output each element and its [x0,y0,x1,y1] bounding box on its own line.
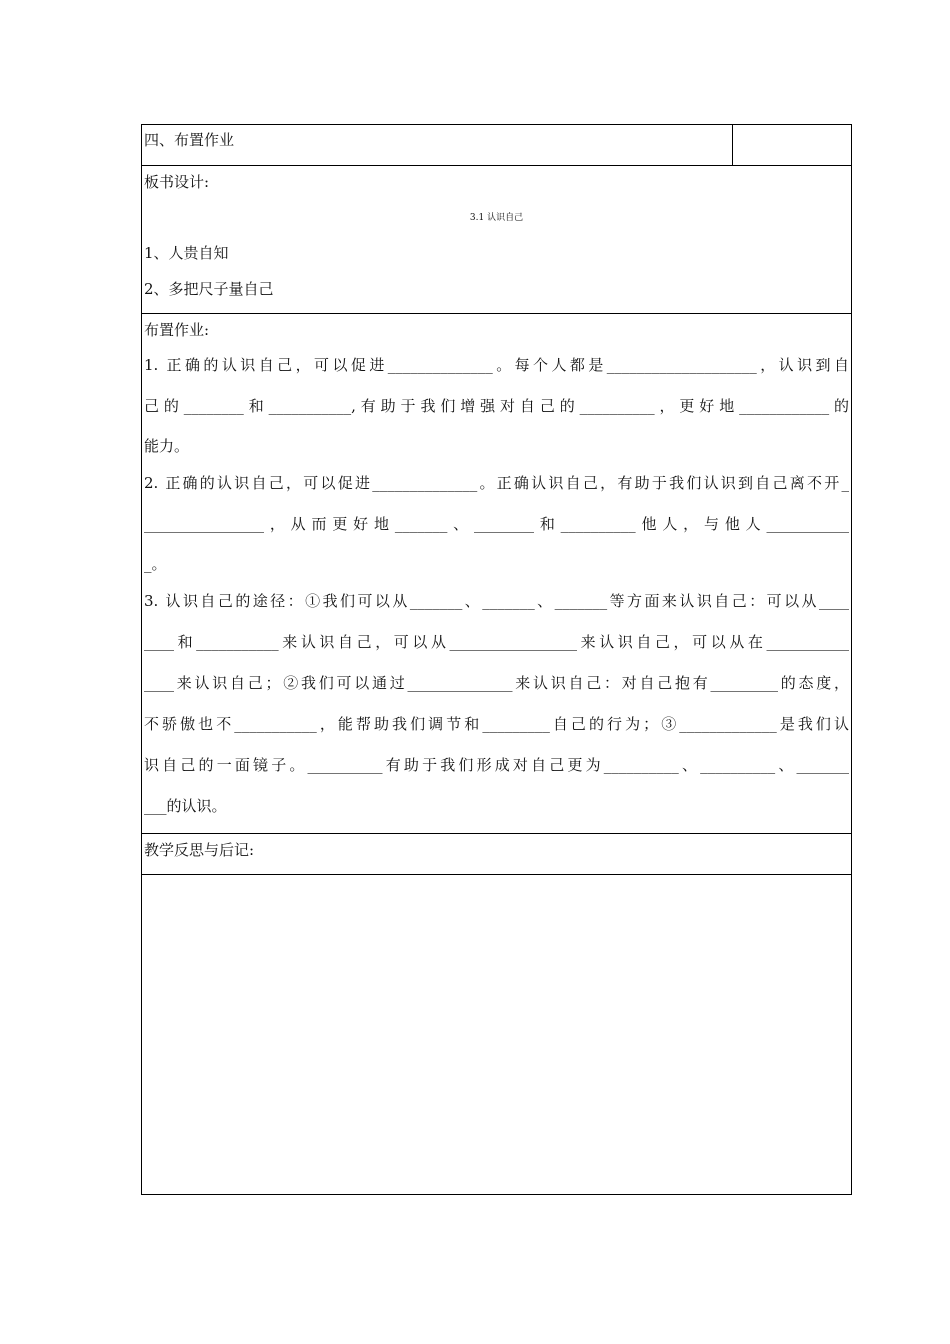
homework-line: ___的认识。 [144,797,227,815]
homework-row [142,314,851,834]
homework-line: ____来认识自己；②我们可以通过______________来认识自己：对自己抱有_________的态度， [144,674,849,692]
section4-title: 四、布置作业 [144,131,235,149]
board-title: 3.1 认识自己 [469,213,524,223]
homework-line: 1. 正确的认识自己，可以促进______________。每个人都是____________________，认识到自 [144,356,849,374]
homework-line: ____和___________来认识自己，可以从_________________来认识自己，可以从在___________ [144,633,849,651]
section4-row [142,125,851,166]
homework-line: ________________，从而更好地_______、________和__________他人，与他人___________ [144,515,849,533]
board-item-2: 2、多把尺子量自己 [144,280,274,298]
homework-line: 能力。 [144,437,190,455]
homework-line: 己的________和___________,有助于我们增强对自己的__________，更好地____________的 [144,397,849,415]
lesson-table [141,124,852,1195]
reflection-row [142,834,851,875]
homework-line: 识自己的一面镜子。__________有助于我们形成对自己更为__________、__________、_______ [144,756,849,774]
section4-cell [142,125,733,165]
homework-line: 2. 正确的认识自己，可以促进______________。正确认识自己，有助于我们认识到自己离不开_ [144,474,849,492]
homework-heading: 布置作业: [144,321,210,339]
board-design-row [142,166,851,314]
reflection-blank-area [142,875,851,1194]
section4-side-cell [733,125,851,165]
homework-line: _。 [144,555,167,573]
reflection-heading: 教学反思与后记: [144,841,255,859]
board-heading: 板书设计: [144,173,210,191]
homework-line: 不骄傲也不___________，能帮助我们调节和_________自己的行为；③_____________是我们认 [144,715,849,733]
board-item-1: 1、人贵自知 [144,244,229,262]
homework-line: 3. 认识自己的途径：①我们可以从_______、_______、_______等方面来认识自己：可以从____ [144,592,849,610]
